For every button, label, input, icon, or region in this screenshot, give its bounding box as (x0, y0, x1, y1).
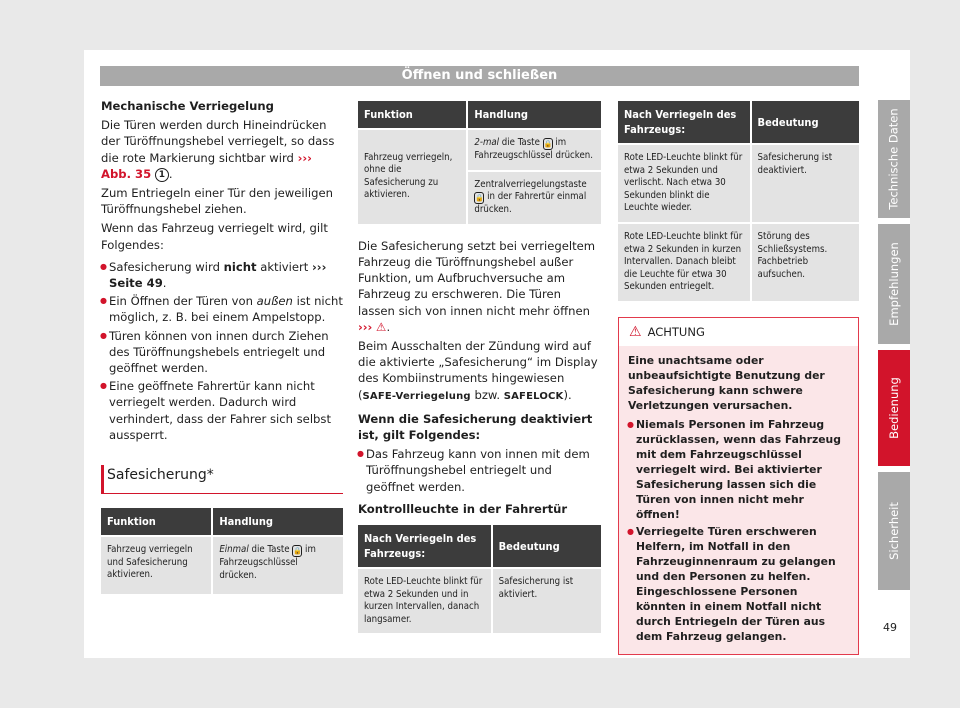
column-right (618, 101, 859, 655)
text: die Taste (248, 544, 293, 556)
table-row (358, 568, 601, 633)
table-cell: Rote LED-Leuchte blinkt für etwa 2 Sekunden und in kurzen Intervallen, danach langsamer. (358, 568, 492, 633)
table-row (358, 129, 601, 171)
table-safelock-activate (101, 508, 343, 594)
column-left (101, 98, 343, 594)
paragraph-heading: Wenn die Safesicherung deaktiviert ist, gilt Folgendes: (358, 411, 593, 443)
text: die Taste (499, 137, 543, 148)
tab-empfehlungen[interactable] (878, 224, 910, 344)
tab-label: Technische Daten (887, 108, 902, 210)
table-indicator-light (358, 525, 601, 633)
table-header: Funktion (101, 508, 212, 536)
text: bzw. (470, 387, 504, 402)
tab-label: Sicherheit (887, 502, 901, 560)
text: im Fahrzeugschlüssel drücken. (474, 137, 593, 161)
table-cell: Störung des Schließsystems. Fachbetrieb aufsuchen. (751, 223, 859, 301)
table-cell (467, 171, 601, 224)
warning-intro: Eine unachtsame oder unbeaufsichtigte Benutzung der Safesicherung kann schwere Verletzungen verursachen. (628, 354, 825, 413)
heading-mechanical-locking: Mechanische Verriegelung (101, 99, 274, 113)
warning-triangle-icon: ⚠ (376, 319, 387, 334)
list-item (101, 259, 343, 291)
paragraph (358, 238, 601, 335)
table-header: Handlung (467, 101, 601, 129)
text: im Fahrzeugschlüssel drücken. (219, 544, 316, 581)
table-header: Bedeutung (751, 101, 859, 144)
table-cell: Safesicherung ist deaktiviert. (751, 144, 859, 223)
text: Beim Ausschalten der Zündung wird auf die aktivierte „Safesicherung“ im Display des Kombiinstruments hingewiesen ( (358, 339, 598, 402)
list-item (101, 293, 343, 325)
tab-label: Empfehlungen (887, 242, 901, 326)
table-header: Bedeutung (492, 525, 601, 568)
warning-box (618, 317, 859, 655)
table-row (618, 144, 859, 223)
warning-triangle-icon: ⚠ (629, 323, 642, 340)
paragraph: Wenn das Fahrzeug verriegelt wird, gilt Folgendes: (101, 221, 328, 252)
table-header: Nach Verriegeln des Fahrzeugs: (358, 525, 492, 568)
paragraph: Zum Entriegeln einer Tür den jeweiligen Türöffnungshebel ziehen. (101, 186, 333, 217)
text: nicht (223, 259, 257, 274)
text: 2-mal (474, 137, 500, 148)
table-lock-without-safelock (358, 101, 601, 224)
lock-key-icon: 🔒 (543, 140, 553, 148)
warning-header (619, 318, 858, 346)
text: . (162, 276, 167, 291)
text: Safesicherung wird (109, 259, 224, 274)
list-item: ● Das Fahrzeug kann von innen mit dem Türöffnungshebel entriegelt und geöffnet werden. (358, 446, 601, 495)
page-header: Öffnen und schließen (100, 66, 859, 86)
column-middle (358, 101, 601, 633)
table-indicator-light-continued (618, 101, 859, 301)
paragraph-heading: Kontrollleuchte in der Fahrertür (358, 501, 568, 516)
list-item: ● Niemals Personen im Fahrzeug zurücklassen, wenn das Fahrzeug mit dem Fahrzeugschlüssel verriegelt wird. Bei aktivierter Safesicherung lassen sich die Türen von innen nicht mehr öffnen! (628, 417, 849, 522)
figure-reference-link[interactable]: ››› Abb. 35 (101, 150, 312, 181)
table-cell: Fahrzeug verriegeln, ohne die Safesicherung zu aktivieren. (358, 129, 467, 224)
text: . (168, 166, 173, 181)
text: Die Türen werden durch Hineindrücken der Türöffnungshebel verriegelt, so dass die rote Markierung sichtbar wird (101, 118, 335, 165)
tab-bedienung[interactable] (878, 350, 910, 466)
text: aktiviert (256, 259, 313, 274)
tab-sicherheit[interactable] (878, 472, 910, 590)
table-cell: Rote LED-Leuchte blinkt für etwa 2 Sekunden in kurzen Intervallen. Danach bleibt die Leuchte für etwa 30 Sekunden entriegelt. (618, 223, 751, 301)
warning-body (619, 346, 858, 654)
warning-title: ACHTUNG (647, 324, 705, 339)
text: außen (256, 294, 293, 309)
list-item: ● Verriegelte Türen erschweren Helfern, im Notfall in den Fahrzeuginnenraum zu gelangen und den Personen zu helfen. Eingeschlossene Personen könnten in einem Notfall nicht durch Entriegeln der Türen aus dem Fahrzeug gelangen. (628, 524, 849, 644)
table-header: Funktion (358, 101, 467, 129)
list-item: ● Türen können von innen durch Ziehen des Türöffnungshebels entriegelt und geöffnet werden. (101, 328, 343, 377)
page-number: 49 (883, 621, 897, 634)
text: Ein Öffnen der Türen von (109, 294, 257, 309)
table-cell: Fahrzeug verriegeln und Safesicherung aktivieren. (101, 536, 212, 594)
display-message: SAFELOCK (503, 390, 564, 402)
tab-technische-daten[interactable] (878, 100, 910, 218)
table-cell (212, 536, 343, 594)
lock-key-icon: 🔒 (293, 547, 303, 556)
table-header: Nach Verriegeln des Fahrzeugs: (618, 101, 751, 144)
display-message: SAFE-Verriegelung (362, 390, 471, 402)
page-reference-link[interactable]: ››› Seite 49 (109, 259, 327, 291)
callout-number: 1 (155, 168, 169, 182)
text: Einmal (219, 544, 249, 556)
table-cell (467, 129, 601, 171)
text: Zentralverriegelungstaste (474, 178, 587, 190)
text: ist nicht möglich, z. B. bei einem Ampelstopp. (109, 294, 343, 325)
table-row (101, 536, 343, 594)
tab-label: Bedienung (887, 377, 902, 439)
table-cell: Rote LED-Leuchte blinkt für etwa 2 Sekunden und verlischt. Nach etwa 30 Sekunden blinkt die Leuchte wieder. (618, 144, 751, 223)
paragraph (358, 338, 601, 405)
paragraph (101, 117, 343, 182)
table-row (618, 223, 859, 301)
warning-reference-link[interactable]: ››› (358, 319, 373, 334)
list-item: ● Eine geöffnete Fahrertür kann nicht verriegelt werden. Dadurch wird verhindert, dass der Fahrer sich selbst aussperrt. (101, 378, 343, 443)
text: Die Safesicherung setzt bei verriegeltem Fahrzeug die Türöffnungshebel außer Funktion, um Aufbruchversuche am Fahrzeug zu erschweren. Die Türen lassen sich von innen nicht mehr öffnen (358, 238, 596, 318)
table-cell: Safesicherung ist aktiviert. (492, 568, 601, 633)
text: ). (563, 387, 572, 402)
section-title-safesicherung: Safesicherung* (101, 465, 343, 494)
text: . (386, 319, 391, 334)
central-lock-icon: 🔒 (475, 194, 485, 203)
text: in der Fahrertür einmal drücken. (474, 191, 587, 216)
table-header: Handlung (212, 508, 343, 536)
